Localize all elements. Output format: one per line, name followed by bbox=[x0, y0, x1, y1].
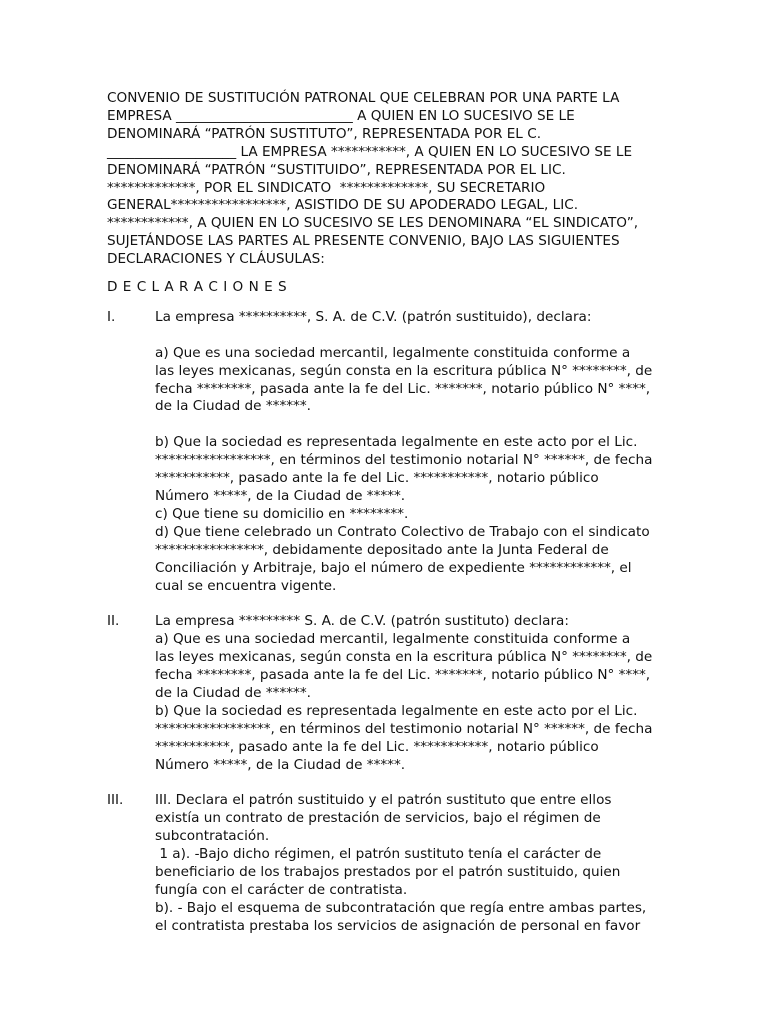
paragraph-line: Conciliación y Arbitraje, bajo el número de expediente ************, el bbox=[155, 559, 632, 576]
paragraph-line: cual se encuentra vigente. bbox=[155, 577, 337, 594]
section-body bbox=[155, 613, 660, 774]
paragraph-line: c) Que tiene su domicilio en ********. bbox=[155, 505, 409, 522]
paragraph-line: Número *****, de la Ciudad de *****. bbox=[155, 756, 406, 773]
title-line: ************, A QUIEN EN LO SUCESIVO SE LES DENOMINARA “EL SINDICATO”, bbox=[107, 215, 639, 232]
section-number: II. bbox=[107, 613, 120, 630]
title-line: ___________________ LA EMPRESA ***********, A QUIEN EN LO SUCESIVO SE LE bbox=[107, 143, 633, 160]
paragraph-line: b) Que la sociedad es representada legalmente en este acto por el Lic. bbox=[155, 434, 638, 451]
paragraph-line: Número *****, de la Ciudad de *****. bbox=[155, 488, 406, 504]
section-2 bbox=[107, 613, 660, 774]
title-line: DENOMINARÁ “PATRÓN “SUSTITUIDO”, REPRESENTADA POR EL LIC. bbox=[107, 161, 566, 178]
section-3 bbox=[107, 792, 660, 935]
section-intro: La empresa **********, S. A. de C.V. (patrón sustituido), declara: bbox=[155, 308, 592, 325]
section-body bbox=[155, 309, 660, 595]
title-line: *************, POR EL SINDICATO *************, SU SECRETARIO bbox=[107, 179, 546, 196]
declarations-heading: D E C L A R A C I O N E S bbox=[107, 279, 288, 296]
paragraph-line: 1 a). -Bajo dicho régimen, el patrón sustituto tenía el carácter de bbox=[155, 846, 602, 863]
title-line: GENERAL*****************, ASISTIDO DE SU APODERADO LEGAL, LIC. bbox=[107, 197, 579, 214]
paragraph-line: ****************, debidamente depositado ante la Junta Federal de bbox=[155, 541, 609, 558]
paragraph-line: b). - Bajo el esquema de subcontratación que regía entre ambas partes, bbox=[155, 899, 647, 916]
section-body bbox=[155, 792, 660, 935]
title-line: EMPRESA __________________________ A QUIEN EN LO SUCESIVO SE LE bbox=[107, 107, 575, 124]
paragraph-line: III. Declara el patrón sustituido y el patrón sustituto que entre ellos bbox=[155, 792, 612, 809]
paragraph-line: de la Ciudad de ******. bbox=[155, 398, 311, 415]
section-1 bbox=[107, 309, 660, 595]
paragraph-line: existía un contrato de prestación de servicios, bajo el régimen de bbox=[155, 810, 601, 827]
paragraph-line: ***********, pasado ante la fe del Lic. ***********, notario público bbox=[155, 470, 599, 487]
paragraph-line: de la Ciudad de ******. bbox=[155, 684, 311, 701]
paragraph-line: las leyes mexicanas, según consta en la escritura pública N° ********, de bbox=[155, 649, 653, 666]
title-line: CONVENIO DE SUSTITUCIÓN PATRONAL QUE CELEBRAN POR UNA PARTE LA bbox=[107, 90, 620, 106]
paragraph-line: fungía con el carácter de contratista. bbox=[155, 881, 408, 898]
paragraph-line: a) Que es una sociedad mercantil, legalmente constituida conforme a bbox=[155, 344, 631, 361]
title-line: SUJETÁNDOSE LAS PARTES AL PRESENTE CONVENIO, BAJO LAS SIGUIENTES bbox=[107, 233, 620, 250]
paragraph-line: *****************, en términos del testimonio notarial N° ******, de fecha bbox=[155, 452, 653, 469]
paragraph-line: fecha ********, pasada ante la fe del Lic. *******, notario público N° ****, bbox=[155, 667, 651, 684]
paragraph-line: las leyes mexicanas, según consta en la escritura pública N° ********, de bbox=[155, 362, 653, 379]
section-number: I. bbox=[107, 308, 116, 325]
paragraph-line: a) Que es una sociedad mercantil, legalmente constituida conforme a bbox=[155, 631, 631, 648]
paragraph-line: La empresa ********* S. A. de C.V. (patrón sustituto) declara: bbox=[155, 613, 569, 630]
paragraph-line: beneficiario de los trabajos prestados por el patrón sustituido, quien bbox=[155, 864, 621, 880]
title-line: DECLARACIONES Y CLÁUSULAS: bbox=[107, 251, 325, 268]
paragraph-line: b) Que la sociedad es representada legalmente en este acto por el Lic. bbox=[155, 702, 638, 719]
title-line: DENOMINARÁ “PATRÓN SUSTITUTO”, REPRESENTADA POR EL C. bbox=[107, 125, 542, 142]
paragraph-line: *****************, en términos del testimonio notarial N° ******, de fecha bbox=[155, 720, 653, 737]
paragraph-line: fecha ********, pasada ante la fe del Lic. *******, notario público N° ****, bbox=[155, 380, 651, 397]
paragraph-line: ***********, pasado ante la fe del Lic. ***********, notario público bbox=[155, 738, 599, 755]
paragraph-line: d) Que tiene celebrado un Contrato Colectivo de Trabajo con el sindicato bbox=[155, 523, 650, 540]
paragraph-line: el contratista prestaba los servicios de asignación de personal en favor bbox=[155, 917, 641, 934]
paragraph-line: subcontratación. bbox=[155, 828, 270, 845]
document-title bbox=[107, 90, 660, 269]
section-number: III. bbox=[107, 792, 124, 809]
